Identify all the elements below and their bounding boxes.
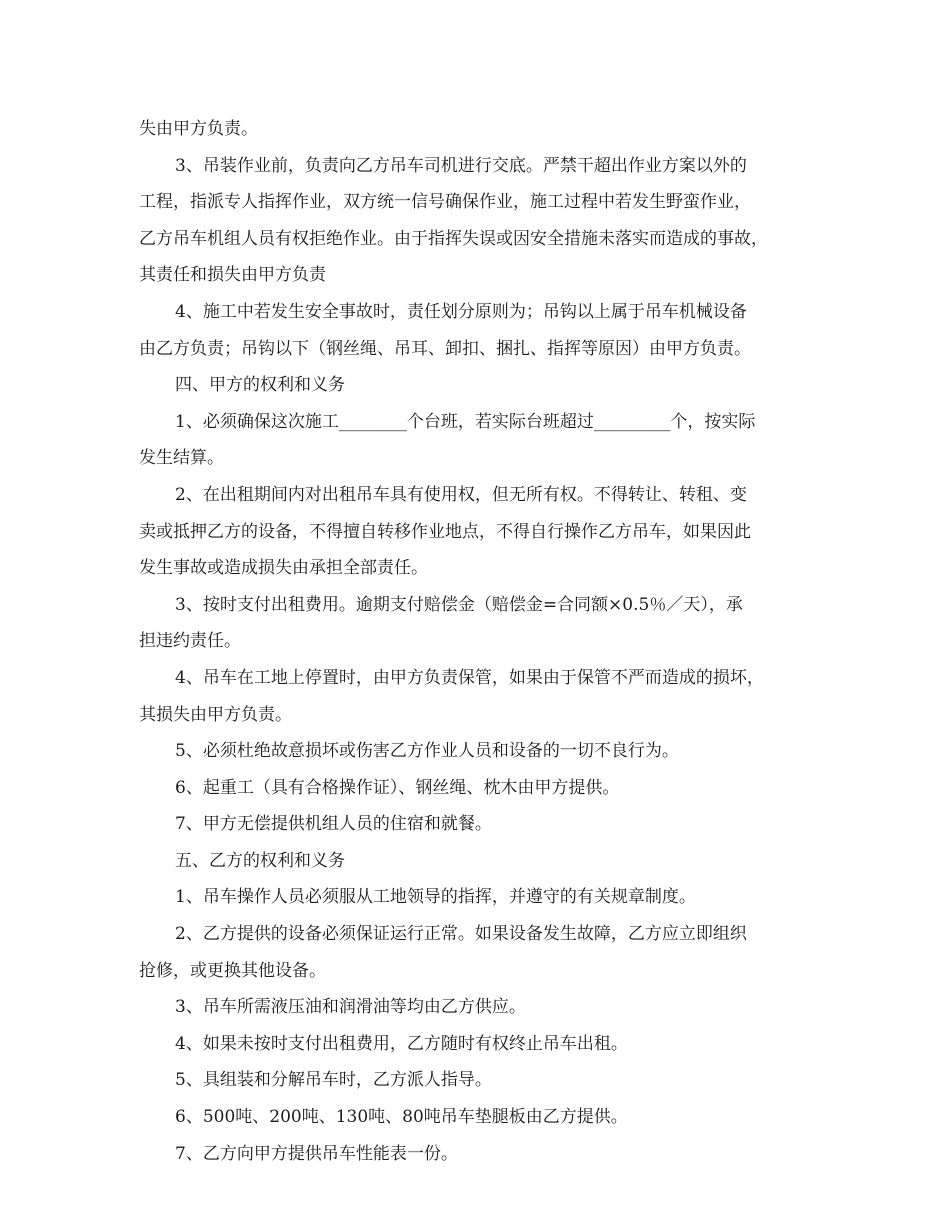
text-line: 工程，指派专人指挥作业，双方统一信号确保作业，施工过程中若发生野蛮作业， — [139, 192, 751, 213]
text-line: 4、如果未按时支付出租费用，乙方随时有权终止吊车出租。 — [175, 1033, 628, 1054]
text-line: 7、乙方向甲方提供吊车性能表一份。 — [175, 1143, 458, 1164]
text-line: 2、乙方提供的设备必须保证运行正常。如果设备发生故障，乙方应立即组织 — [175, 924, 747, 945]
text-line: 由乙方负责；吊钩以下（钢丝绳、吊耳、卸扣、捆扎、指挥等原因）由甲方负责。 — [139, 338, 751, 359]
text-line: 7、甲方无偿提供机组人员的住宿和就餐。 — [175, 814, 492, 835]
text-line: 4、吊车在工地上停置时，由甲方负责保管，如果由于保管不严而造成的损坏， — [175, 667, 764, 688]
text-line: 1、吊车操作人员必须服从工地领导的指挥，并遵守的有关规章制度。 — [175, 887, 696, 908]
text-line: 发生结算。 — [139, 448, 224, 469]
text-line: 1、必须确保这次施工________个台班，若实际台班超过_________个，按实际 — [175, 411, 756, 432]
text-line: 3、吊车所需液压油和润滑油等均由乙方供应。 — [175, 997, 526, 1018]
text-line: 失由甲方负责。 — [139, 119, 258, 139]
text-line: 其责任和损失由甲方负责 — [139, 265, 326, 286]
text-line: 6、500吨、200吨、130吨、80吨吊车垫腿板由乙方提供。 — [175, 1107, 628, 1128]
text-line: 4、施工中若发生安全事故时，责任划分原则为；吊钩以上属于吊车机械设备 — [175, 301, 747, 322]
text-line: 2、在出租期间内对出租吊车具有使用权，但无所有权。不得转让、转租、变 — [175, 484, 747, 505]
text-line: 6、起重工（具有合格操作证）、钢丝绳、枕木由甲方提供。 — [175, 777, 620, 798]
text-line: 乙方吊车机组人员有权拒绝作业。由于指挥失误或因安全措施未落实而造成的事故， — [139, 228, 768, 249]
text-line: 其损失由甲方负责。 — [139, 704, 292, 725]
text-line: 5、必须杜绝故意损坏或伤害乙方作业人员和设备的一切不良行为。 — [175, 741, 679, 762]
text-line: 3、吊装作业前，负责向乙方吊车司机进行交底。严禁干超出作业方案以外的 — [175, 155, 747, 176]
text-line: 卖或抵押乙方的设备，不得擅自转移作业地点，不得自行操作乙方吊车，如果因此 — [139, 521, 751, 542]
section-heading: 四、甲方的权利和义务 — [175, 375, 345, 396]
text-line: 5、具组装和分解吊车时，乙方派人指导。 — [175, 1070, 492, 1091]
section-heading: 五、乙方的权利和义务 — [175, 850, 345, 871]
text-line: 担违约责任。 — [139, 631, 241, 652]
text-line: 3、按时支付出租费用。逾期支付赔偿金（赔偿金=合同额×0.5％／天），承 — [175, 594, 743, 615]
text-line: 发生事故或造成损失由承担全部责任。 — [139, 558, 428, 579]
document-body — [139, 114, 839, 1175]
text-line: 抢修，或更换其他设备。 — [139, 960, 326, 981]
